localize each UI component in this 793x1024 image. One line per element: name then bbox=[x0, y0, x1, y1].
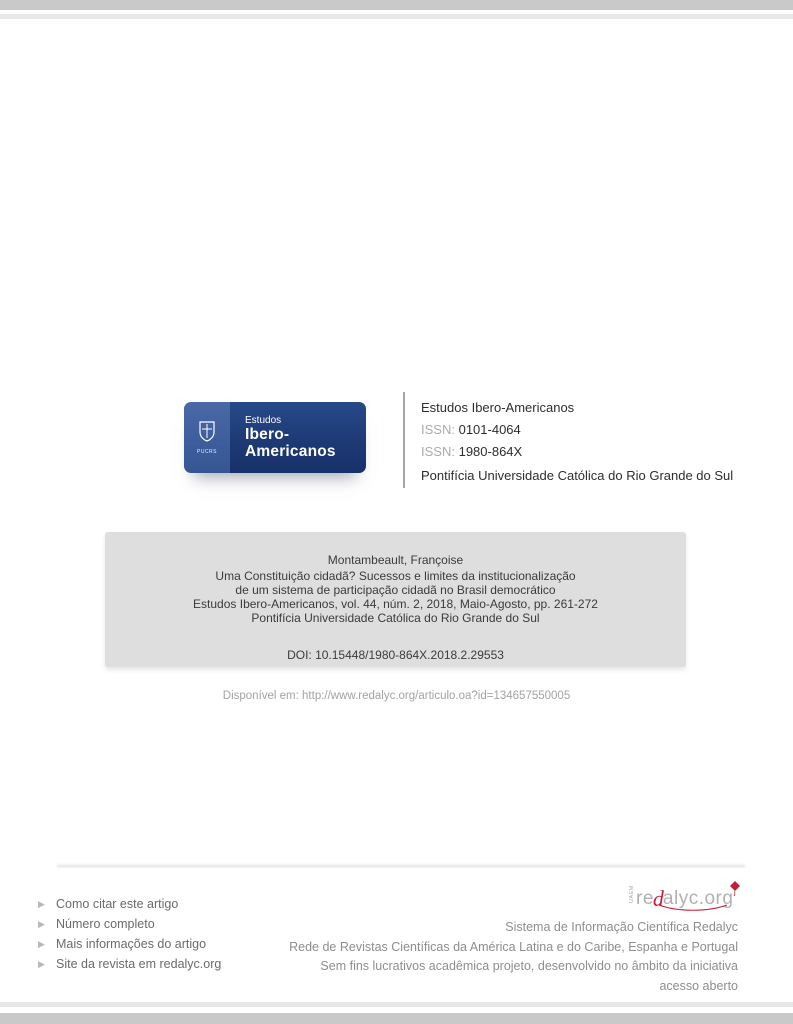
article-author: Montambeault, Françoise bbox=[327, 553, 464, 567]
pucrs-emblem-panel bbox=[184, 402, 230, 473]
footer-link-label: Mais informações do artigo bbox=[56, 937, 207, 951]
redalyc-line: Rede de Revistas Científicas da América Latina e do Caribe, Espanha e Portugal bbox=[289, 939, 738, 954]
bottom-frame-bar bbox=[0, 1013, 793, 1024]
redalyc-line: acesso aberto bbox=[659, 978, 738, 993]
issn-online-value: 1980-864X bbox=[458, 444, 523, 459]
logo-brand-small: Estudos bbox=[245, 415, 282, 426]
footer-divider bbox=[57, 865, 745, 867]
redalyc-description bbox=[289, 918, 738, 996]
top-frame-bar bbox=[0, 0, 793, 10]
article-title-line1: Uma Constituição cidadã? Sucessos e limites da institucionalização bbox=[215, 569, 576, 583]
journal-issn-print bbox=[421, 419, 733, 441]
link-more-article-info[interactable] bbox=[38, 934, 221, 954]
redalyc-red-d: d bbox=[652, 886, 664, 911]
top-frame-line bbox=[0, 14, 793, 19]
footer-link-label: Número completo bbox=[56, 917, 155, 931]
article-url-link[interactable]: http://www.redalyc.org/articulo.oa?id=134657550005 bbox=[302, 690, 571, 702]
availability-line bbox=[0, 690, 793, 702]
article-doi: DOI: 10.15448/1980-864X.2018.2.29553 bbox=[287, 648, 504, 662]
pucrs-shield-icon bbox=[198, 420, 216, 447]
journal-publisher: Pontifícia Universidade Católica do Rio Grande do Sul bbox=[421, 468, 734, 483]
journal-name: Estudos Ibero-Americanos bbox=[421, 400, 575, 415]
journal-issn-online bbox=[421, 441, 733, 463]
redalyc-line: Sistema de Informação Científica Redalyc bbox=[505, 920, 738, 934]
redalyc-logo-text: org bbox=[704, 888, 734, 909]
pucrs-label: PUCRS bbox=[196, 449, 217, 455]
footer-links bbox=[38, 894, 221, 974]
journal-logo bbox=[184, 402, 366, 473]
header-vertical-divider bbox=[403, 392, 405, 488]
bullet-arrow-icon: ▶ bbox=[38, 959, 45, 969]
redalyc-logo-text: alyc. bbox=[662, 888, 705, 909]
logo-brand-large: Ibero-Americanos bbox=[245, 426, 336, 460]
uaem-label: UAEM bbox=[629, 885, 635, 903]
bullet-arrow-icon: ▶ bbox=[38, 899, 45, 909]
link-complete-issue[interactable] bbox=[38, 914, 221, 934]
redalyc-kite-icon bbox=[728, 880, 742, 901]
article-publisher: Pontifícia Universidade Católica do Rio Grande do Sul bbox=[251, 611, 540, 625]
link-how-to-cite[interactable] bbox=[38, 894, 221, 914]
bullet-arrow-icon: ▶ bbox=[38, 919, 45, 929]
journal-logo-title bbox=[230, 402, 366, 473]
redalyc-line: Sem fins lucrativos acadêmica projeto, desenvolvido no âmbito da iniciativa bbox=[320, 959, 738, 973]
footer-link-label: Site da revista em redalyc.org bbox=[56, 957, 222, 971]
footer-link-label: Como citar este artigo bbox=[56, 897, 179, 911]
redalyc-logo bbox=[628, 884, 760, 914]
issn-label: ISSN: bbox=[421, 444, 455, 459]
availability-label: Disponível em: bbox=[222, 690, 299, 702]
link-journal-homepage[interactable] bbox=[38, 954, 221, 974]
redalyc-logo-text: re bbox=[636, 888, 654, 909]
redalyc-swoosh-icon bbox=[658, 898, 728, 916]
bullet-arrow-icon: ▶ bbox=[38, 939, 45, 949]
citation-box bbox=[105, 532, 686, 667]
issn-label: ISSN: bbox=[421, 422, 455, 437]
article-title-line2: de um sistema de participação cidadã no Brasil democrático bbox=[235, 583, 556, 597]
journal-info bbox=[421, 397, 733, 487]
article-source: Estudos Ibero-Americanos, vol. 44, núm. 2, 2018, Maio-Agosto, pp. 261-272 bbox=[193, 597, 598, 611]
bottom-frame-line bbox=[0, 1002, 793, 1007]
issn-print-value: 0101-4064 bbox=[458, 422, 521, 437]
